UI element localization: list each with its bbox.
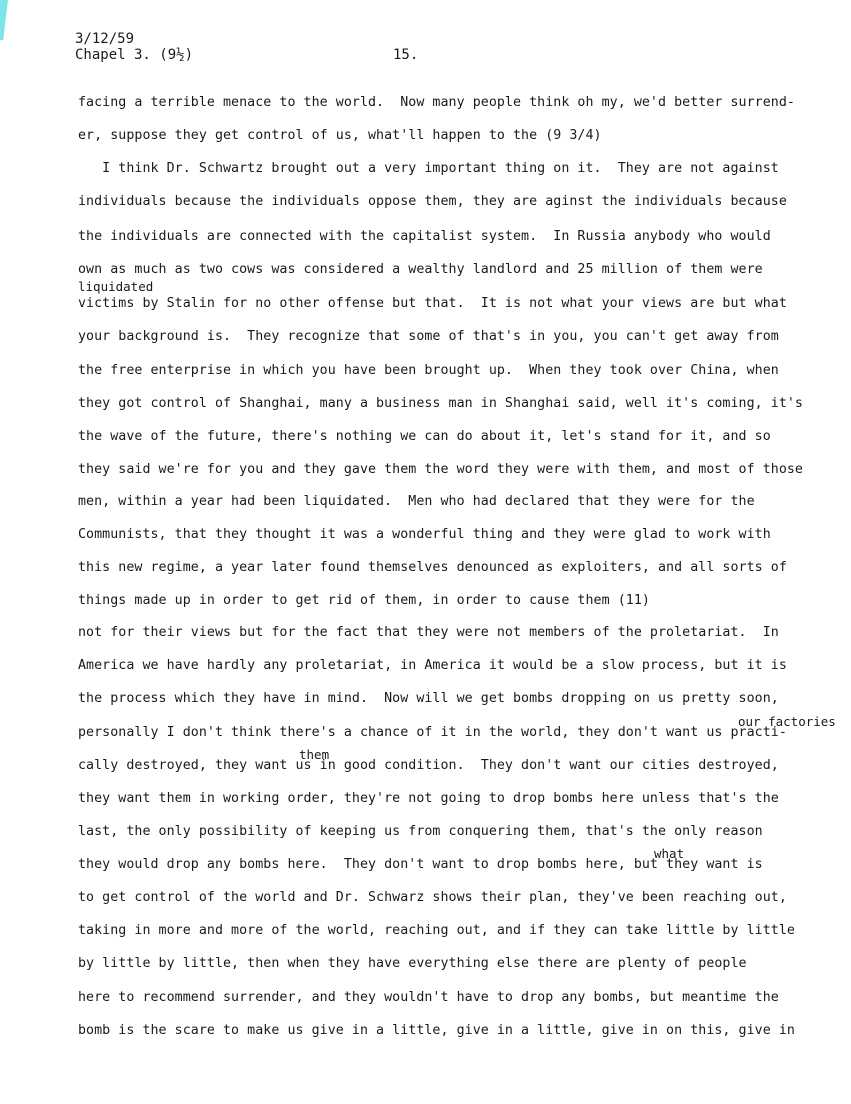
text-line: men, within a year had been liquidated. Men who had declared that they were for the [78,494,755,509]
edge-mark [0,0,8,40]
inserted-word-them: them [299,747,330,762]
inserted-word-what: what [654,846,685,861]
text-line: cally destroyed, they want us in good condition. They don't want our cities destroyed, [78,758,779,773]
text-line: the free enterprise in which you have been brought up. When they took over China, when [78,363,779,378]
text-line: the wave of the future, there's nothing we can do about it, let's stand for it, and so [78,429,771,444]
text-line: er, suppose they get control of us, what'll happen to the (9 3/4) [78,128,602,143]
text-line: taking in more and more of the world, reaching out, and if they can take little by little [78,923,795,938]
text-line: they got control of Shanghai, many a business man in Shanghai said, well it's coming, it's [78,396,803,411]
text-line: things made up in order to get rid of them, in order to cause them (11) [78,593,650,608]
text-line: by little by little, then when they have everything else there are plenty of people [78,956,747,971]
inserted-word-our-factories: our factories [738,714,836,729]
text-line: own as much as two cows was considered a wealthy landlord and 25 million of them were [78,262,763,277]
header-location: Chapel 3. (9½) [75,47,194,63]
text-line: your background is. They recognize that some of that's in you, you can't get away from [78,329,779,344]
text-line: America we have hardly any proletariat, in America it would be a slow process, but it is [78,658,787,673]
text-line: to get control of the world and Dr. Schwarz shows their plan, they've been reaching out, [78,890,787,905]
text-line: they want them in working order, they're not going to drop bombs here unless that's the [78,791,779,806]
text-line: victims by Stalin for no other offense but that. It is not what your views are but what [78,296,787,311]
text-line: here to recommend surrender, and they wouldn't have to drop any bombs, but meantime the [78,990,779,1005]
text-line: the process which they have in mind. Now will we get bombs dropping on us pretty soon, [78,691,779,706]
text-line: not for their views but for the fact that they were not members of the proletariat. In [78,625,779,640]
text-line: they said we're for you and they gave them the word they were with them, and most of those [78,462,803,477]
text-line: they would drop any bombs here. They don't want to drop bombs here, but they want is [78,857,763,872]
text-line: last, the only possibility of keeping us from conquering them, that's the only reason [78,824,763,839]
text-line: bomb is the scare to make us give in a little, give in a little, give in on this, give in [78,1023,795,1038]
text-line: facing a terrible menace to the world. Now many people think oh my, we'd better surrend- [78,95,795,110]
inserted-word-liquidated: liquidated [78,279,154,294]
header-date: 3/12/59 [75,31,135,47]
text-line: the individuals are connected with the capitalist system. In Russia anybody who would [78,229,771,244]
text-line: this new regime, a year later found themselves denounced as exploiters, and all sorts of [78,560,787,575]
text-line: personally I don't think there's a chance of it in the world, they don't want us practi- [78,725,787,740]
text-line: I think Dr. Schwartz brought out a very important thing on it. They are not against [78,161,779,176]
text-line: individuals because the individuals oppose them, they are aginst the individuals because [78,194,787,209]
text-line: Communists, that they thought it was a wonderful thing and they were glad to work with [78,527,771,542]
page-number: 15. [393,47,419,63]
